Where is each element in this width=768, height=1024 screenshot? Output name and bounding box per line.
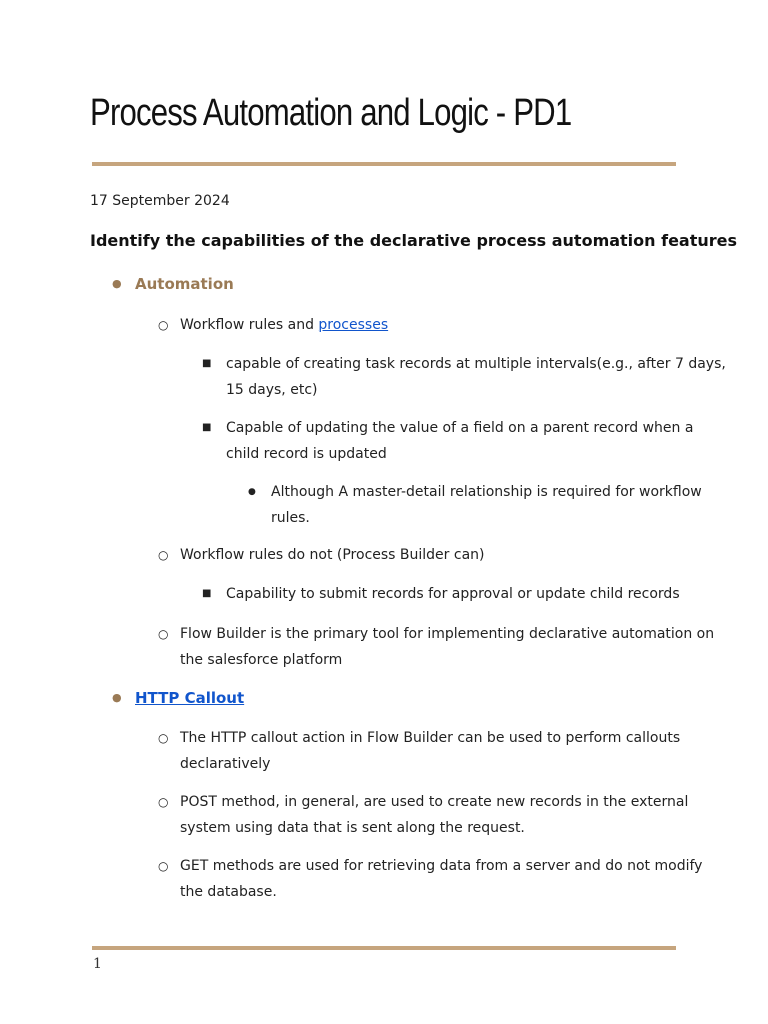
list-item-task-records-cont: 15 days, etc) <box>226 382 318 398</box>
workflow-rules-text: Workflow rules and <box>180 317 319 333</box>
circle-bullet: ○ <box>158 548 169 562</box>
list-item-workflow-rules <box>180 312 388 338</box>
square-bullet: ■ <box>202 358 212 369</box>
section-heading: Identify the capabilities of the declarative process automation features <box>90 231 738 250</box>
list-item-http-action-cont: declaratively <box>180 756 271 772</box>
circle-bullet: ○ <box>158 795 169 809</box>
processes-link[interactable]: processes <box>318 317 389 333</box>
list-item-flow-builder: Flow Builder is the primary tool for implementing declarative automation on <box>180 626 715 642</box>
list-item-http-action: The HTTP callout action in Flow Builder can be used to perform callouts <box>180 730 681 746</box>
footer-divider <box>92 946 676 950</box>
list-item-post-method-cont: system using data that is sent along the request. <box>180 820 525 836</box>
document-title: Process Automation and Logic - PD1 <box>90 92 572 134</box>
circle-bullet: ○ <box>158 731 169 745</box>
list-item-post-method: POST method, in general, are used to create new records in the external <box>180 794 689 810</box>
list-item-master-detail-cont: rules. <box>271 510 310 526</box>
list-item-workflow-not: Workflow rules do not (Process Builder can) <box>180 547 485 563</box>
list-item-task-records: capable of creating task records at multiple intervals(e.g., after 7 days, <box>226 356 726 372</box>
disc-bullet: ● <box>248 487 256 497</box>
automation-label: Automation <box>135 275 234 293</box>
document-date: 17 September 2024 <box>90 193 230 209</box>
title-divider <box>92 162 676 166</box>
disc-bullet: ● <box>112 277 122 290</box>
http-callout-link[interactable]: HTTP Callout <box>135 689 245 707</box>
circle-bullet: ○ <box>158 627 169 641</box>
square-bullet: ■ <box>202 588 212 599</box>
list-item-parent-field: Capable of updating the value of a field on a parent record when a <box>226 420 694 436</box>
circle-bullet: ○ <box>158 318 169 332</box>
list-item-approval: Capability to submit records for approval or update child records <box>226 586 680 602</box>
disc-bullet: ● <box>112 691 122 704</box>
square-bullet: ■ <box>202 422 212 433</box>
list-item-flow-builder-cont: the salesforce platform <box>180 652 343 668</box>
list-item-master-detail: Although A master-detail relationship is required for workflow <box>271 484 702 500</box>
list-item-get-method-cont: the database. <box>180 884 277 900</box>
list-item-get-method: GET methods are used for retrieving data from a server and do not modify <box>180 858 703 874</box>
circle-bullet: ○ <box>158 859 169 873</box>
list-item-parent-field-cont: child record is updated <box>226 446 387 462</box>
page-number: 1 <box>93 956 102 972</box>
